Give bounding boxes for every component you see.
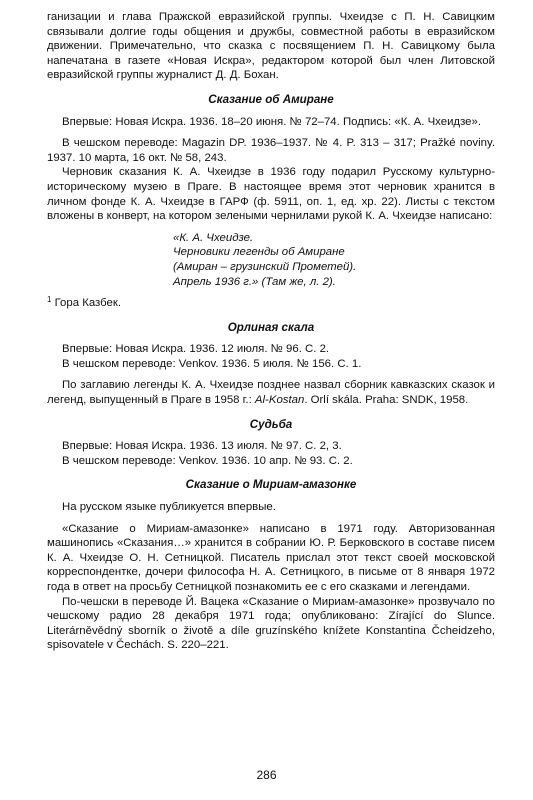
sudba-first-published: Впервые: Новая Искра. 1936. 13 июля. № 97. С. 2, 3. bbox=[62, 440, 342, 453]
section-title-orlinaya: Орлиная скала bbox=[227, 320, 315, 334]
miriam-czech-radio-note: По-чешски в переводе Й. Вацека «Сказание о Мириам-амазонке» прозвучало по чешскому радио 28 декабря 1971 года; опубликовано: Zírající do Slunce. Literárněvědný sborník o životě a díle gruzínského knížete Konstantina Čcheidzeho, spisovatele v Čechách. S. 220–221. bbox=[47, 595, 495, 652]
orlinaya-note-text: По заглавию легенды К. А. Чхеидзе позднее назвал сборник кавказских сказок и легенд, выпущенный в Праге в 1958 г.: bbox=[47, 379, 495, 407]
miriam-typescript-note: «Сказание о Мириам-амазонке» написано в 1971 году. Авторизованная машинопись «Сказания…» хранится в собрании Ю. Р. Берковского в составе писем К. А. Чхеидзе О. Н. Сетницкой. Писатель прислал этот текст своей московской корреспондентке, дочери философа Н. А. Сетницкого, в письме от 8 января 1972 года в ответ на просьбу Сетницкой познакомить ее с его сказками и легендами. bbox=[47, 522, 495, 593]
amiran-draft-note: Черновик сказания К. А. Чхеидзе в 1936 году подарил Русскому культурно-историческому музею в Праге. В настоящее время этот черновик хранится в личном фонде К. А. Чхеидзе в ГАРФ (ф. 5911, оп. 1, ед. хр. 22). Листы с текстом вложены в конверт, на котором зелеными чернилами рукой К. А. Чхеидзе написано: bbox=[47, 166, 495, 223]
quote-line: Черновики легенды об Амиране bbox=[173, 246, 345, 259]
envelope-inscription-quote bbox=[173, 231, 495, 289]
section-title-miriam: Сказание о Мириам-амазонке bbox=[185, 478, 357, 492]
sudba-czech-translation: В чешском переводе: Venkov. 1936. 10 апр. № 93. С. 2. bbox=[62, 454, 353, 467]
page-number: 286 bbox=[256, 768, 277, 782]
footnote-mark: 1 bbox=[47, 295, 52, 305]
footnote-text: Гора Казбек. bbox=[51, 297, 122, 310]
footnote bbox=[47, 296, 495, 311]
quote-line: Апрель 1936 г.» (Там же, л. 2). bbox=[173, 275, 336, 288]
orlinaya-note-italic: Al-Kostan bbox=[254, 394, 305, 407]
amiran-czech-translation: В чешском переводе: Magazin DP. 1936–1937. № 4. P. 313 – 317; Pražké noviny. 1937. 10 марта, 16 окт. № 58, 243. bbox=[47, 137, 495, 164]
orlinaya-czech-translation: В чешском переводе: Venkov. 1936. 5 июля. № 156. С. 1. bbox=[62, 357, 362, 370]
orlinaya-collection-note bbox=[47, 378, 495, 407]
orlinaya-note-end: . Orlí skála. Praha: SNDK, 1958. bbox=[304, 394, 469, 407]
orlinaya-first-published: Впервые: Новая Искра. 1936. 12 июля. № 96. С. 2. bbox=[62, 343, 330, 356]
section-title-sudba: Судьба bbox=[249, 417, 293, 431]
quote-line: (Амиран – грузинский Прометей). bbox=[173, 260, 357, 273]
amiran-first-published: Впервые: Новая Искра. 1936. 18–20 июня. № 72–74. Подпись: «К. А. Чхеидзе». bbox=[62, 115, 482, 128]
quote-line: «К. А. Чхеидзе. bbox=[173, 231, 254, 244]
intro-paragraph: ганизации и глава Пражской евразийской группы. Чхеидзе с П. Н. Савицким связывали долгие годы общения и дружбы, совместной работы в евразийском движении. Примечательно, что сказка с посвящением П. Н. Савицкому была напечатана в газете «Новая Искра», редактором которой был член Литовской евразийской группы журналист Д. Д. Бохан. bbox=[47, 11, 495, 82]
miriam-first-publication: На русском языке публикуется впервые. bbox=[62, 501, 276, 514]
section-title-amiran: Сказание об Амиране bbox=[208, 92, 334, 106]
